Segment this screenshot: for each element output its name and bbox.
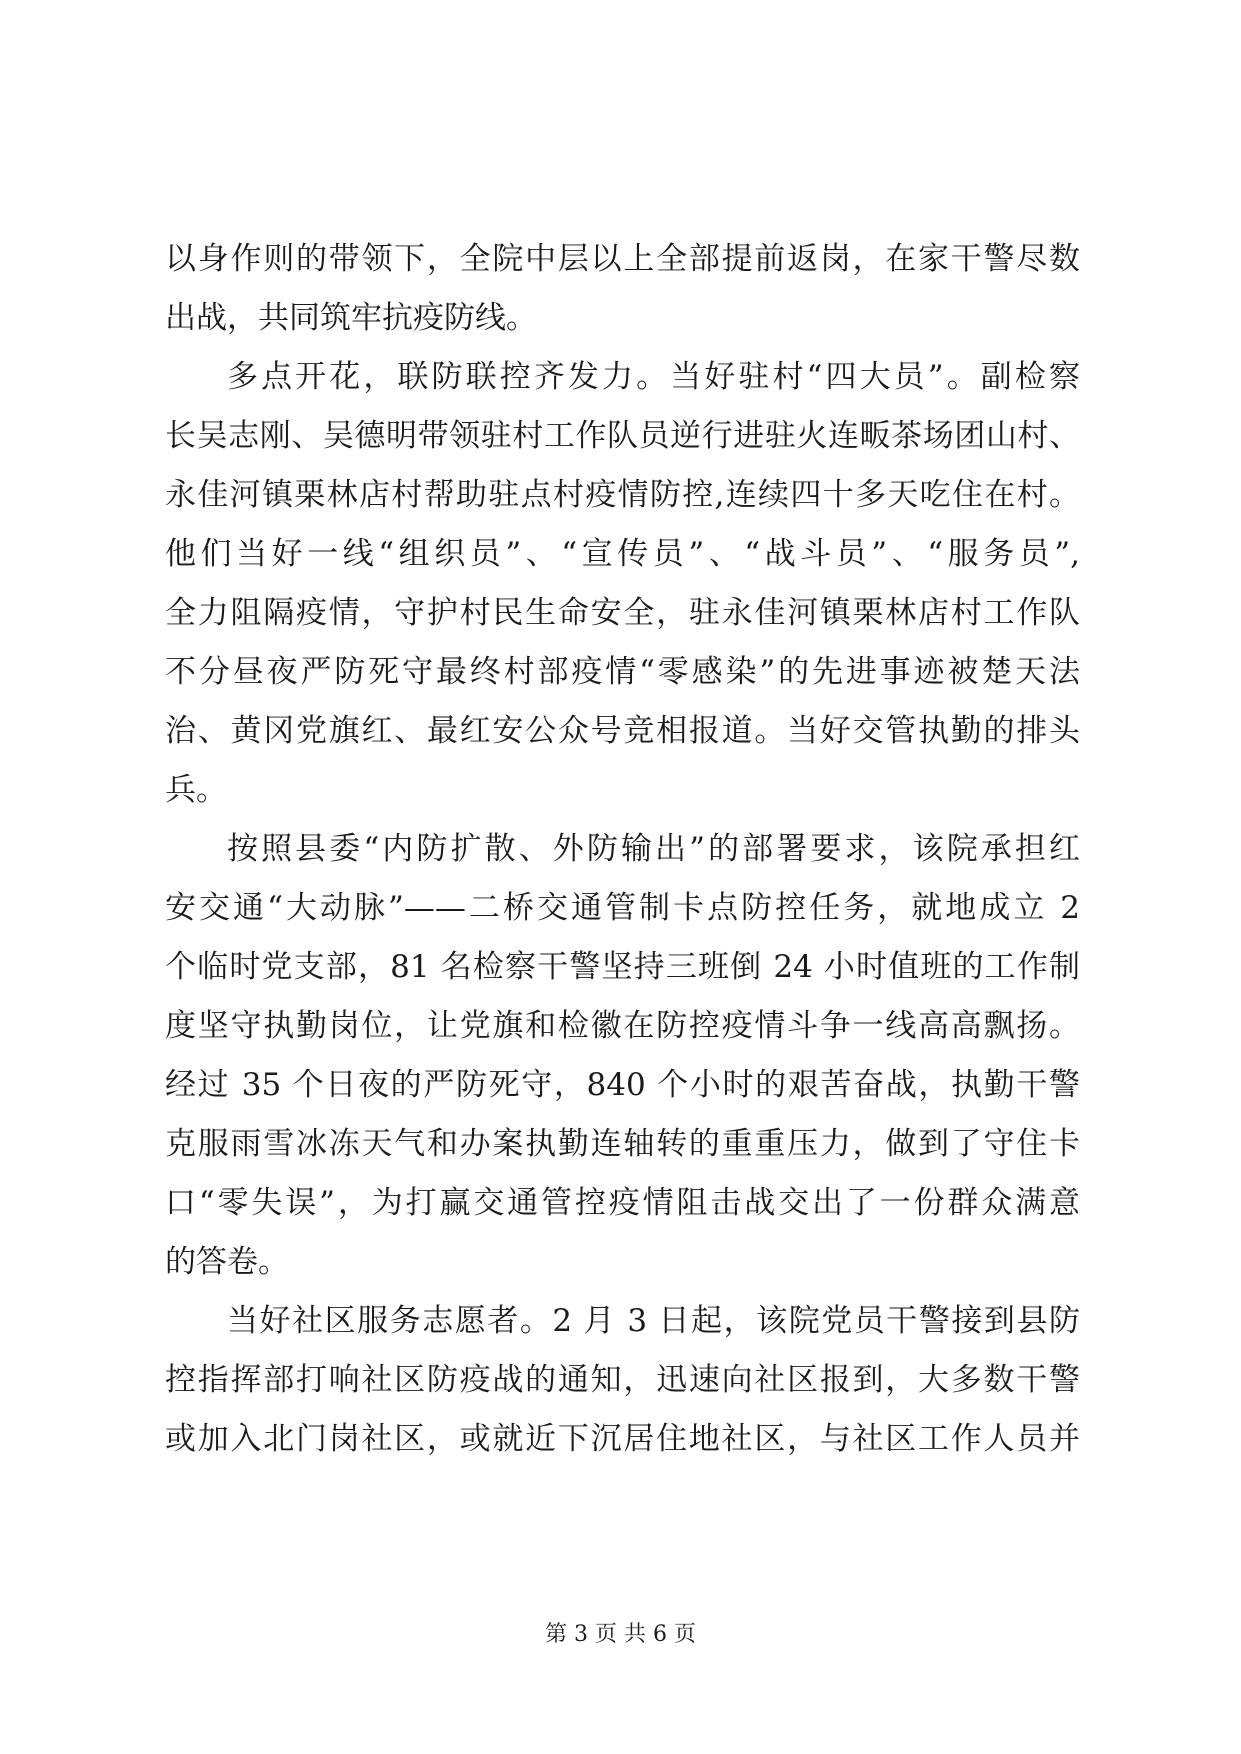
- text-line: 或加入北门岗社区，或就近下沉居住地社区，与社区工作人员并: [165, 1421, 1080, 1457]
- text-line: 按照县委“内防扩散、外防输出”的部署要求，该院承担红: [227, 831, 1080, 867]
- text-line: 当好社区服务志愿者。2 月 3 日起，该院党员干警接到县防: [227, 1303, 1080, 1339]
- text-line: 治、黄冈党旗红、最红安公众号竞相报道。当好交管执勤的排头: [165, 713, 1080, 749]
- text-line: 安交通“大动脉”——二桥交通管制卡点防控任务，就地成立 2: [165, 890, 1080, 926]
- text-line: 兵。: [165, 772, 227, 808]
- text-line: 个临时党支部，81 名检察干警坚持三班倒 24 小时值班的工作制: [165, 949, 1080, 985]
- text-line: 永佳河镇栗林店村帮助驻点村疫情防控,连续四十多天吃住在村。: [165, 477, 1080, 513]
- text-line: 度坚守执勤岗位，让党旗和检徽在防控疫情斗争一线高高飘扬。: [165, 1008, 1080, 1044]
- document-body: [165, 230, 1080, 1469]
- text-line: 多点开花，联防联控齐发力。当好驻村“四大员”。副检察: [227, 359, 1080, 395]
- text-line: 口“零失误”，为打赢交通管控疫情阻击战交出了一份群众满意: [165, 1185, 1080, 1221]
- text-line: 的答卷。: [165, 1244, 289, 1280]
- text-line: 经过 35 个日夜的严防死守，840 个小时的艰苦奋战，执勤干警: [165, 1067, 1080, 1103]
- text-line: 长吴志刚、吴德明带领驻村工作队员逆行进驻火连畈茶场团山村、: [165, 418, 1080, 454]
- text-line: 克服雨雪冰冻天气和办案执勤连轴转的重重压力，做到了守住卡: [165, 1126, 1080, 1162]
- text-line: 出战，共同筑牢抗疫防线。: [165, 300, 537, 336]
- text-line: 以身作则的带领下，全院中层以上全部提前返岗，在家干警尽数: [165, 241, 1080, 277]
- page-footer: 第 3 页 共 6 页: [545, 1622, 696, 1647]
- text-line: 全力阻隔疫情，守护村民生命安全，驻永佳河镇栗林店村工作队: [165, 595, 1080, 631]
- text-line: 不分昼夜严防死守最终村部疫情“零感染”的先进事迹被楚天法: [165, 654, 1080, 690]
- text-line: 控指挥部打响社区防疫战的通知，迅速向社区报到，大多数干警: [165, 1362, 1080, 1398]
- text-line: 他们当好一线“组织员”、“宣传员”、“战斗员”、“服务员”,: [165, 536, 1080, 572]
